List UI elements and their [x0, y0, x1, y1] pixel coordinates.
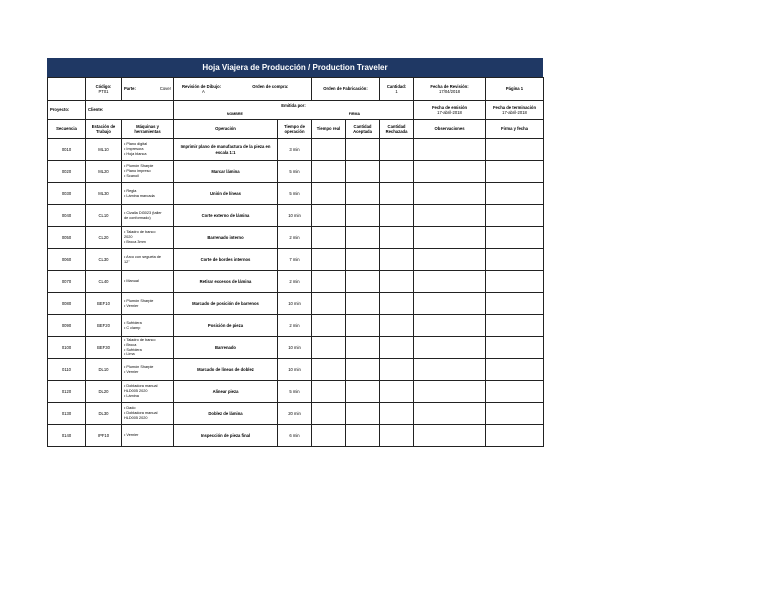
- signature-date-cell[interactable]: [486, 359, 544, 381]
- rejected-qty-cell[interactable]: [380, 271, 414, 293]
- rejected-qty-cell[interactable]: [380, 315, 414, 337]
- sequence-cell: 0040: [48, 205, 86, 227]
- revision-dibujo-cell: [174, 78, 312, 101]
- tool-item: • Vernier: [124, 369, 139, 374]
- tools-cell: [122, 183, 174, 205]
- table-row: [48, 249, 544, 271]
- tools-cell: [122, 227, 174, 249]
- accepted-qty-cell[interactable]: [346, 381, 380, 403]
- col-maquinas: Máquinas y herramientas: [122, 120, 174, 139]
- parte-label: Parte:: [124, 86, 136, 92]
- sequence-cell: 0140: [48, 425, 86, 447]
- sequence-cell: 0010: [48, 139, 86, 161]
- table-row: [48, 183, 544, 205]
- tools-cell: [122, 425, 174, 447]
- operation-cell: Barrenado interno: [174, 227, 278, 249]
- operation-cell: Inspección de pieza final: [174, 425, 278, 447]
- accepted-qty-cell[interactable]: [346, 293, 380, 315]
- accepted-qty-cell[interactable]: [346, 249, 380, 271]
- nombre-label: NOMBRE: [226, 112, 243, 116]
- sequence-cell: 0070: [48, 271, 86, 293]
- table-row: [48, 139, 544, 161]
- tool-item: • Sufridera: [124, 320, 142, 325]
- operation-cell: Corte de bordes internos: [174, 249, 278, 271]
- header-row-1: [48, 78, 544, 101]
- operation-cell: Doblez de lámina: [174, 403, 278, 425]
- observations-cell[interactable]: [414, 337, 486, 359]
- sequence-cell: 0090: [48, 315, 86, 337]
- table-row: [48, 161, 544, 183]
- fecha-revision-label: Fecha de Revisión:: [430, 83, 469, 89]
- blank-cell: [48, 78, 86, 101]
- codigo-label: Código:: [95, 83, 112, 89]
- tool-item: • Plumón Sharpie: [124, 164, 154, 169]
- real-time-cell[interactable]: [312, 249, 346, 271]
- rejected-qty-cell[interactable]: [380, 293, 414, 315]
- tools-cell: [122, 293, 174, 315]
- observations-cell[interactable]: [414, 271, 486, 293]
- rejected-qty-cell[interactable]: [380, 183, 414, 205]
- tool-item: • Vernier: [124, 303, 139, 308]
- observations-cell[interactable]: [414, 381, 486, 403]
- sequence-cell: 0100: [48, 337, 86, 359]
- operation-time-cell: 3 min: [278, 139, 312, 161]
- station-cell: ML30: [86, 183, 122, 205]
- real-time-cell[interactable]: [312, 183, 346, 205]
- tool-item: • Lámina: [124, 393, 139, 398]
- accepted-qty-cell[interactable]: [346, 425, 380, 447]
- accepted-qty-cell[interactable]: [346, 161, 380, 183]
- traveler-table: [47, 77, 544, 447]
- tool-item: HLD005 2020: [124, 389, 148, 394]
- operation-time-cell: 2 min: [278, 227, 312, 249]
- tool-item: • Sufridera: [124, 347, 142, 352]
- tool-item: • Lámina marcada: [124, 193, 155, 198]
- fecha-emision-label: Fecha de emisión: [431, 104, 468, 110]
- col-cantidad-aceptada: Cantidad Aceptada: [346, 120, 380, 139]
- operation-time-cell: 10 min: [278, 337, 312, 359]
- sheet-title: Hoja Viajera de Producción / Production Traveler: [47, 58, 543, 77]
- signature-date-cell[interactable]: [486, 183, 544, 205]
- accepted-qty-cell[interactable]: [346, 139, 380, 161]
- rejected-qty-cell[interactable]: [380, 337, 414, 359]
- operations-body: [48, 139, 544, 447]
- table-row: [48, 205, 544, 227]
- parte-cell: [122, 78, 174, 101]
- sequence-cell: 0080: [48, 293, 86, 315]
- station-cell: ML10: [86, 139, 122, 161]
- operation-time-cell: 10 min: [278, 293, 312, 315]
- operation-time-cell: 6 min: [278, 425, 312, 447]
- col-estacion: Estación de Trabajo: [86, 120, 122, 139]
- sequence-cell: 0060: [48, 249, 86, 271]
- accepted-qty-cell[interactable]: [346, 337, 380, 359]
- tools-cell: [122, 139, 174, 161]
- tool-item: • Cizalla DI3023 (taller: [124, 210, 162, 215]
- rejected-qty-cell[interactable]: [380, 139, 414, 161]
- emitida-label: Emitida por:: [281, 102, 306, 108]
- tools-cell: [122, 381, 174, 403]
- observations-cell[interactable]: [414, 315, 486, 337]
- tool-item: • Lima: [124, 352, 135, 357]
- operation-cell: Corte externo de lámina: [174, 205, 278, 227]
- operation-cell: Barrenado: [174, 337, 278, 359]
- observations-cell[interactable]: [414, 227, 486, 249]
- station-cell: BEF20: [86, 315, 122, 337]
- tool-item: • Manual: [124, 279, 139, 284]
- fecha-emision-cell: [414, 101, 486, 120]
- tool-item: 12": [124, 259, 130, 264]
- tool-item: 2020: [124, 235, 133, 240]
- station-cell: CL30: [86, 249, 122, 271]
- signature-date-cell[interactable]: [486, 139, 544, 161]
- table-row: [48, 381, 544, 403]
- operation-cell: Marcado de posición de barrenos: [174, 293, 278, 315]
- rejected-qty-cell[interactable]: [380, 381, 414, 403]
- operation-cell: Marcar lámina: [174, 161, 278, 183]
- table-row: [48, 227, 544, 249]
- operation-cell: Posición de pieza: [174, 315, 278, 337]
- station-cell: CL40: [86, 271, 122, 293]
- accepted-qty-cell[interactable]: [346, 315, 380, 337]
- real-time-cell[interactable]: [312, 227, 346, 249]
- accepted-qty-cell[interactable]: [346, 403, 380, 425]
- orden-fabricacion-label: Orden de Fabricación:: [312, 78, 380, 101]
- tool-item: HLD005 2020: [124, 415, 148, 420]
- observations-cell[interactable]: [414, 359, 486, 381]
- tools-cell: [122, 205, 174, 227]
- operation-cell: Retirar excesos de lámina: [174, 271, 278, 293]
- tools-cell: [122, 359, 174, 381]
- real-time-cell[interactable]: [312, 293, 346, 315]
- firma-label: FIRMA: [348, 112, 361, 116]
- fecha-terminacion-value: 17-abril-2018: [502, 110, 527, 115]
- fecha-terminacion-cell: [486, 101, 544, 120]
- observations-cell[interactable]: [414, 205, 486, 227]
- tool-item: • Hoja blanca: [124, 151, 147, 156]
- table-row: [48, 315, 544, 337]
- real-time-cell[interactable]: [312, 205, 346, 227]
- rejected-qty-cell[interactable]: [380, 359, 414, 381]
- rejected-qty-cell[interactable]: [380, 205, 414, 227]
- station-cell: DL20: [86, 381, 122, 403]
- sequence-cell: 0110: [48, 359, 86, 381]
- col-firma-fecha: Firma y fecha: [486, 120, 544, 139]
- col-cantidad-rechazada: Cantidad Rechazada: [380, 120, 414, 139]
- tool-item: • Impresora: [124, 147, 144, 152]
- pagina-label: Página 1: [486, 78, 544, 101]
- signature-date-cell[interactable]: [486, 227, 544, 249]
- operation-time-cell: 20 min: [278, 403, 312, 425]
- signature-date-cell[interactable]: [486, 381, 544, 403]
- station-cell: CL10: [86, 205, 122, 227]
- signature-date-cell[interactable]: [486, 161, 544, 183]
- production-traveler-sheet: [47, 58, 543, 447]
- operation-cell: Unión de líneas: [174, 183, 278, 205]
- tool-item: • Dobladora manual: [124, 411, 158, 416]
- col-tiempo-real: Tiempo real: [312, 120, 346, 139]
- rejected-qty-cell[interactable]: [380, 227, 414, 249]
- tool-item: • Arco con segueta de: [124, 254, 162, 259]
- observations-cell[interactable]: [414, 293, 486, 315]
- emitida-cell: [174, 101, 414, 120]
- real-time-cell[interactable]: [312, 161, 346, 183]
- operation-time-cell: 2 min: [278, 315, 312, 337]
- operation-time-cell: 5 min: [278, 183, 312, 205]
- real-time-cell[interactable]: [312, 381, 346, 403]
- fecha-terminacion-label: Fecha de terminación: [492, 104, 537, 110]
- tools-cell: [122, 337, 174, 359]
- tool-item: • Dado: [124, 406, 136, 411]
- operation-cell: Alinear pieza: [174, 381, 278, 403]
- accepted-qty-cell[interactable]: [346, 271, 380, 293]
- observations-cell[interactable]: [414, 183, 486, 205]
- col-tiempo-operacion: Tiempo de operación: [278, 120, 312, 139]
- operation-time-cell: 5 min: [278, 161, 312, 183]
- station-cell: BEF30: [86, 337, 122, 359]
- tool-item: • Broca: [124, 342, 137, 347]
- tool-item: de conformado): [124, 215, 151, 220]
- operation-time-cell: 10 min: [278, 205, 312, 227]
- accepted-qty-cell[interactable]: [346, 359, 380, 381]
- rejected-qty-cell[interactable]: [380, 161, 414, 183]
- observations-cell[interactable]: [414, 249, 486, 271]
- signature-date-cell[interactable]: [486, 337, 544, 359]
- cliente-label: Cliente:: [86, 101, 174, 120]
- sequence-cell: 0130: [48, 403, 86, 425]
- station-cell: IPF10: [86, 425, 122, 447]
- real-time-cell[interactable]: [312, 315, 346, 337]
- real-time-cell[interactable]: [312, 425, 346, 447]
- signature-date-cell[interactable]: [486, 403, 544, 425]
- table-row: [48, 403, 544, 425]
- cantidad-value: 1: [395, 89, 398, 94]
- rejected-qty-cell[interactable]: [380, 425, 414, 447]
- real-time-cell[interactable]: [312, 337, 346, 359]
- station-cell: ML20: [86, 161, 122, 183]
- station-cell: CL20: [86, 227, 122, 249]
- signature-date-cell[interactable]: [486, 249, 544, 271]
- tool-item: • Regla: [124, 188, 137, 193]
- real-time-cell[interactable]: [312, 403, 346, 425]
- tool-item: • Vernier: [124, 433, 139, 438]
- table-row: [48, 293, 544, 315]
- tool-item: • Plano impreso: [124, 169, 151, 174]
- column-header-row: [48, 120, 544, 139]
- real-time-cell[interactable]: [312, 139, 346, 161]
- operation-cell: Marcado de líneas de doblez: [174, 359, 278, 381]
- station-cell: BEF10: [86, 293, 122, 315]
- real-time-cell[interactable]: [312, 271, 346, 293]
- tools-cell: [122, 161, 174, 183]
- emitida-sublabels: [174, 112, 413, 117]
- observations-cell[interactable]: [414, 161, 486, 183]
- tool-item: • Taladro de banco: [124, 338, 156, 343]
- sequence-cell: 0050: [48, 227, 86, 249]
- table-row: [48, 425, 544, 447]
- col-secuencia: Secuencia: [48, 120, 86, 139]
- operation-time-cell: 7 min: [278, 249, 312, 271]
- tool-item: • Taladro de banco: [124, 230, 156, 235]
- real-time-cell[interactable]: [312, 359, 346, 381]
- observations-cell[interactable]: [414, 139, 486, 161]
- table-row: [48, 337, 544, 359]
- rejected-qty-cell[interactable]: [380, 249, 414, 271]
- revision-dibujo-label: Revisión de Dibujo:: [182, 83, 222, 89]
- tools-cell: [122, 249, 174, 271]
- orden-compra-label: Orden de compra:: [252, 83, 289, 89]
- revision-dibujo-value: A: [202, 89, 205, 94]
- signature-date-cell[interactable]: [486, 205, 544, 227]
- rejected-qty-cell[interactable]: [380, 403, 414, 425]
- tools-cell: [122, 403, 174, 425]
- operation-time-cell: 10 min: [278, 359, 312, 381]
- signature-date-cell[interactable]: [486, 293, 544, 315]
- tools-cell: [122, 271, 174, 293]
- fecha-revision-cell: [414, 78, 486, 101]
- operation-time-cell: 5 min: [278, 381, 312, 403]
- proyecto-label: Proyecto:: [48, 101, 86, 120]
- sequence-cell: 0020: [48, 161, 86, 183]
- parte-value: Cover: [159, 86, 171, 92]
- fecha-revision-value: 17/04/2018: [439, 89, 460, 94]
- tool-item: • Scanoil: [124, 173, 139, 178]
- observations-cell[interactable]: [414, 403, 486, 425]
- accepted-qty-cell[interactable]: [346, 227, 380, 249]
- table-row: [48, 271, 544, 293]
- accepted-qty-cell[interactable]: [346, 205, 380, 227]
- tool-item: • Broca 3mm: [124, 239, 146, 244]
- fecha-emision-value: 17-abril-2018: [437, 110, 462, 115]
- cantidad-label: Cantidad:: [386, 83, 407, 89]
- header-row-2: [48, 101, 544, 120]
- signature-date-cell[interactable]: [486, 271, 544, 293]
- station-cell: DL10: [86, 359, 122, 381]
- tools-cell: [122, 315, 174, 337]
- tool-item: • Dobladora manual: [124, 384, 158, 389]
- col-operacion: Operación: [174, 120, 278, 139]
- sequence-cell: 0030: [48, 183, 86, 205]
- signature-date-cell[interactable]: [486, 425, 544, 447]
- codigo-cell: [86, 78, 122, 101]
- tool-item: • Plano digital: [124, 142, 148, 147]
- table-row: [48, 359, 544, 381]
- observations-cell[interactable]: [414, 425, 486, 447]
- signature-date-cell[interactable]: [486, 315, 544, 337]
- accepted-qty-cell[interactable]: [346, 183, 380, 205]
- col-observaciones: Observaciones: [414, 120, 486, 139]
- sequence-cell: 0120: [48, 381, 86, 403]
- cantidad-cell: [380, 78, 414, 101]
- operation-time-cell: 2 min: [278, 271, 312, 293]
- operation-cell: Imprimir plano de manufactura de la pieza en escala 1:1: [174, 139, 278, 161]
- tool-item: • Plumón Sharpie: [124, 364, 154, 369]
- station-cell: DL30: [86, 403, 122, 425]
- tool-item: • Plumón Sharpie: [124, 298, 154, 303]
- tool-item: • C clamp: [124, 325, 141, 330]
- codigo-value: PT01: [98, 89, 109, 94]
